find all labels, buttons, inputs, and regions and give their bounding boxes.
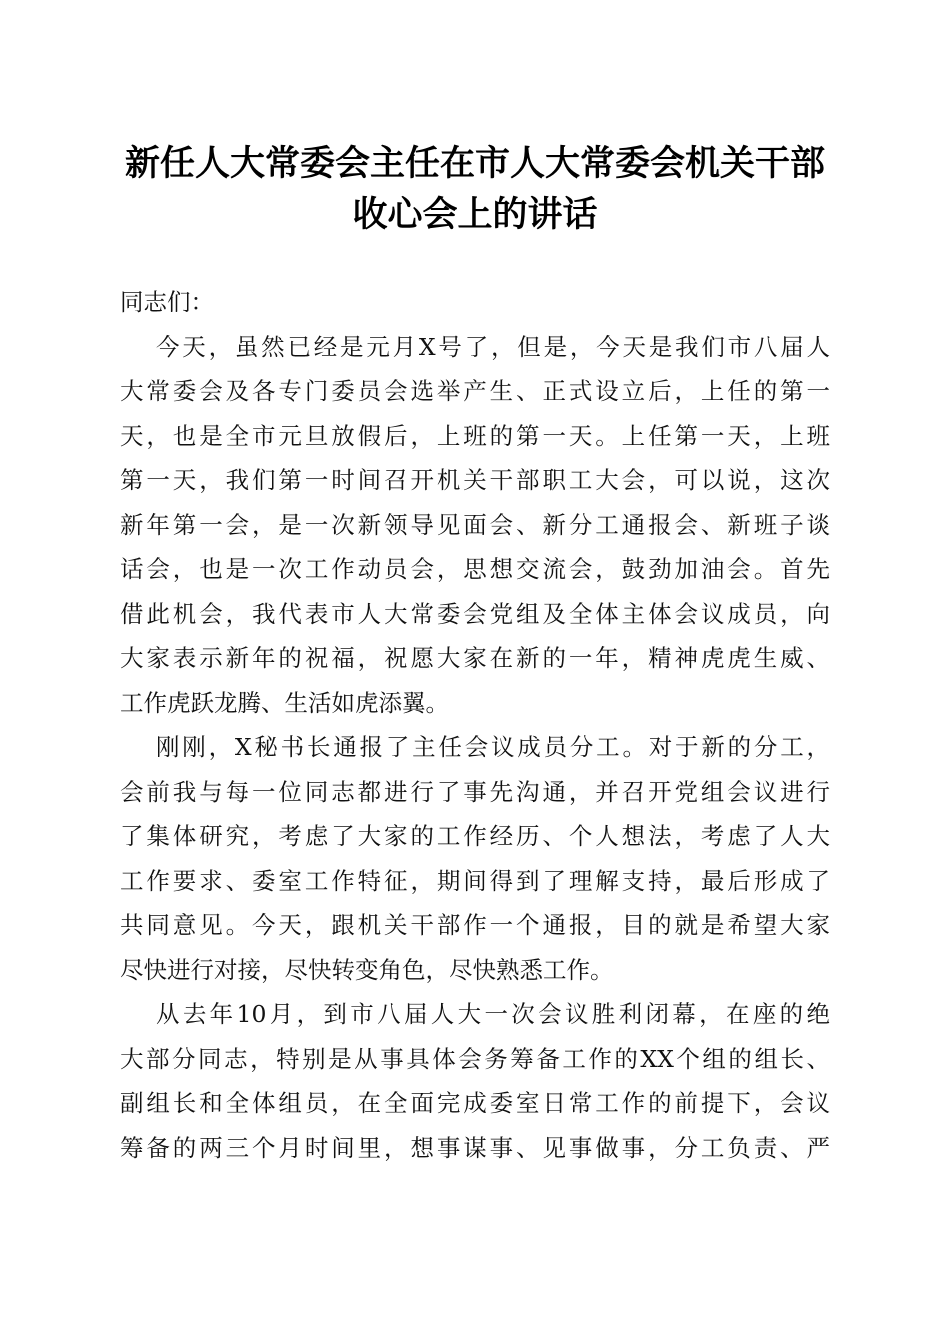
paragraph-line: 工作要求、委室工作特征，期间得到了理解支持，最后形成了 [120, 866, 830, 895]
paragraph-line: 话会，也是一次工作动员会，思想交流会，鼓劲加油会。首先 [120, 555, 830, 583]
paragraph-1 [120, 325, 830, 726]
title-line-2: 收心会上的讲话 [352, 194, 598, 235]
paragraph-2 [120, 725, 830, 992]
paragraph-line: 今天，虽然已经是元月X号了，但是，今天是我们市八届人 [156, 332, 830, 361]
paragraph-line: 会前我与每一位同志都进行了事先沟通，并召开党组会议进行 [120, 777, 830, 806]
paragraph-line: 大常委会及各专门委员会选举产生、正式设立后，上任的第一 [120, 377, 830, 405]
greeting: 同志们： [120, 288, 214, 316]
document-body [120, 280, 830, 1170]
paragraph-line: 工作虎跃龙腾、生活如虎添翼。 [120, 688, 449, 717]
paragraph-line: 大家表示新年的祝福，祝愿大家在新的一年，精神虎虎生威、 [120, 644, 830, 672]
paragraph-line: 借此机会，我代表市人大常委会党组及全体主体会议成员，向 [120, 599, 830, 628]
title-line-1: 新任人大常委会主任在市人大常委会机关干部 [124, 143, 825, 184]
document-title [90, 138, 860, 240]
paragraph-line: 从去年10月，到市八届人大一次会议胜利闭幕，在座的绝 [156, 1000, 830, 1028]
paragraph-3 [120, 992, 830, 1170]
paragraph-line: 副组长和全体组员，在全面完成委室日常工作的前提下，会议 [120, 1089, 830, 1117]
paragraph-line: 了集体研究，考虑了大家的工作经历、个人想法，考虑了人大 [120, 822, 830, 850]
paragraph-line: 新年第一会，是一次新领导见面会、新分工通报会、新班子谈 [120, 510, 830, 539]
paragraph-line: 尽快进行对接，尽快转变角色，尽快熟悉工作。 [120, 955, 614, 984]
paragraph-line: 刚刚，X秘书长通报了主任会议成员分工。对于新的分工， [156, 733, 830, 761]
paragraph-line: 大部分同志，特别是从事具体会务筹备工作的XX个组的组长、 [120, 1044, 830, 1073]
paragraph-line: 筹备的两三个月时间里，想事谋事、见事做事，分工负责、严 [120, 1133, 830, 1162]
paragraph-line: 第一天，我们第一时间召开机关干部职工大会，可以说，这次 [120, 466, 830, 494]
paragraph-line: 共同意见。今天，跟机关干部作一个通报，目的就是希望大家 [120, 911, 830, 939]
paragraph-line: 天，也是全市元旦放假后，上班的第一天。上任第一天，上班 [120, 421, 830, 450]
